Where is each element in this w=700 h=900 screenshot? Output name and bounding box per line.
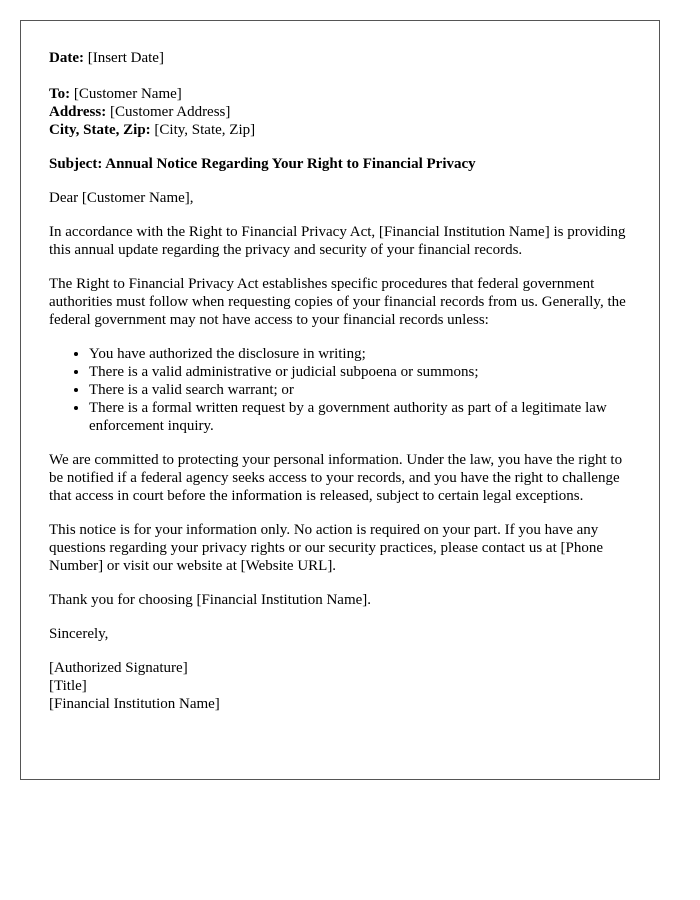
closing: Sincerely, [49, 626, 109, 642]
title-line: [Title] [49, 678, 87, 694]
address-label: Address: [49, 104, 107, 120]
to-label: To: [49, 86, 71, 102]
to-value: [Customer Name] [73, 86, 182, 102]
list-item: • There is a valid search warrant; or [89, 381, 631, 399]
signature-block [49, 659, 631, 713]
paragraph-contact: This notice is for your information only. No action is required on your part. If you have any questions regarding your privacy rights or our security practices, please contact us at [Phone Number] or visit our website at [Website URL]. [49, 522, 603, 574]
conditions-list [49, 345, 631, 435]
paragraph-rights: We are committed to protecting your personal information. Under the law, you have the right to be notified if a federal agency seeks access to your records, and you have the right to challenge that access in court before the information is released, subject to certain legal exceptions. [49, 452, 623, 504]
paragraph-procedures: The Right to Financial Privacy Act establishes specific procedures that federal government authorities must follow when requesting copies of your financial records from us. Generally, the federal government may not have access to your financial records unless: [49, 276, 626, 328]
list-item: • You have authorized the disclosure in writing; [89, 345, 631, 363]
signature-line: [Authorized Signature] [49, 660, 188, 676]
subject-line: Subject: Annual Notice Regarding Your Right to Financial Privacy [49, 156, 476, 172]
to-line [49, 85, 631, 103]
recipient-block [49, 85, 631, 139]
date-value: [Insert Date] [87, 50, 164, 66]
date-line [49, 49, 631, 67]
salutation: Dear [Customer Name], [49, 190, 194, 206]
address-line [49, 103, 631, 121]
letter-document [20, 20, 660, 780]
thanks-line: Thank you for choosing [Financial Institution Name]. [49, 592, 372, 608]
institution-line: [Financial Institution Name] [49, 696, 220, 712]
city-label: City, State, Zip: [49, 122, 151, 138]
paragraph-intro: In accordance with the Right to Financial Privacy Act, [Financial Institution Name] is providing this annual update regarding the privacy and security of your financial records. [49, 224, 626, 258]
city-value: [City, State, Zip] [154, 122, 256, 138]
date-label: Date: [49, 50, 84, 66]
list-item: • There is a valid administrative or judicial subpoena or summons; [89, 363, 631, 381]
city-line [49, 121, 631, 139]
list-item: • There is a formal written request by a government authority as part of a legitimate law enforcement inquiry. [89, 399, 631, 435]
address-value: [Customer Address] [109, 104, 231, 120]
